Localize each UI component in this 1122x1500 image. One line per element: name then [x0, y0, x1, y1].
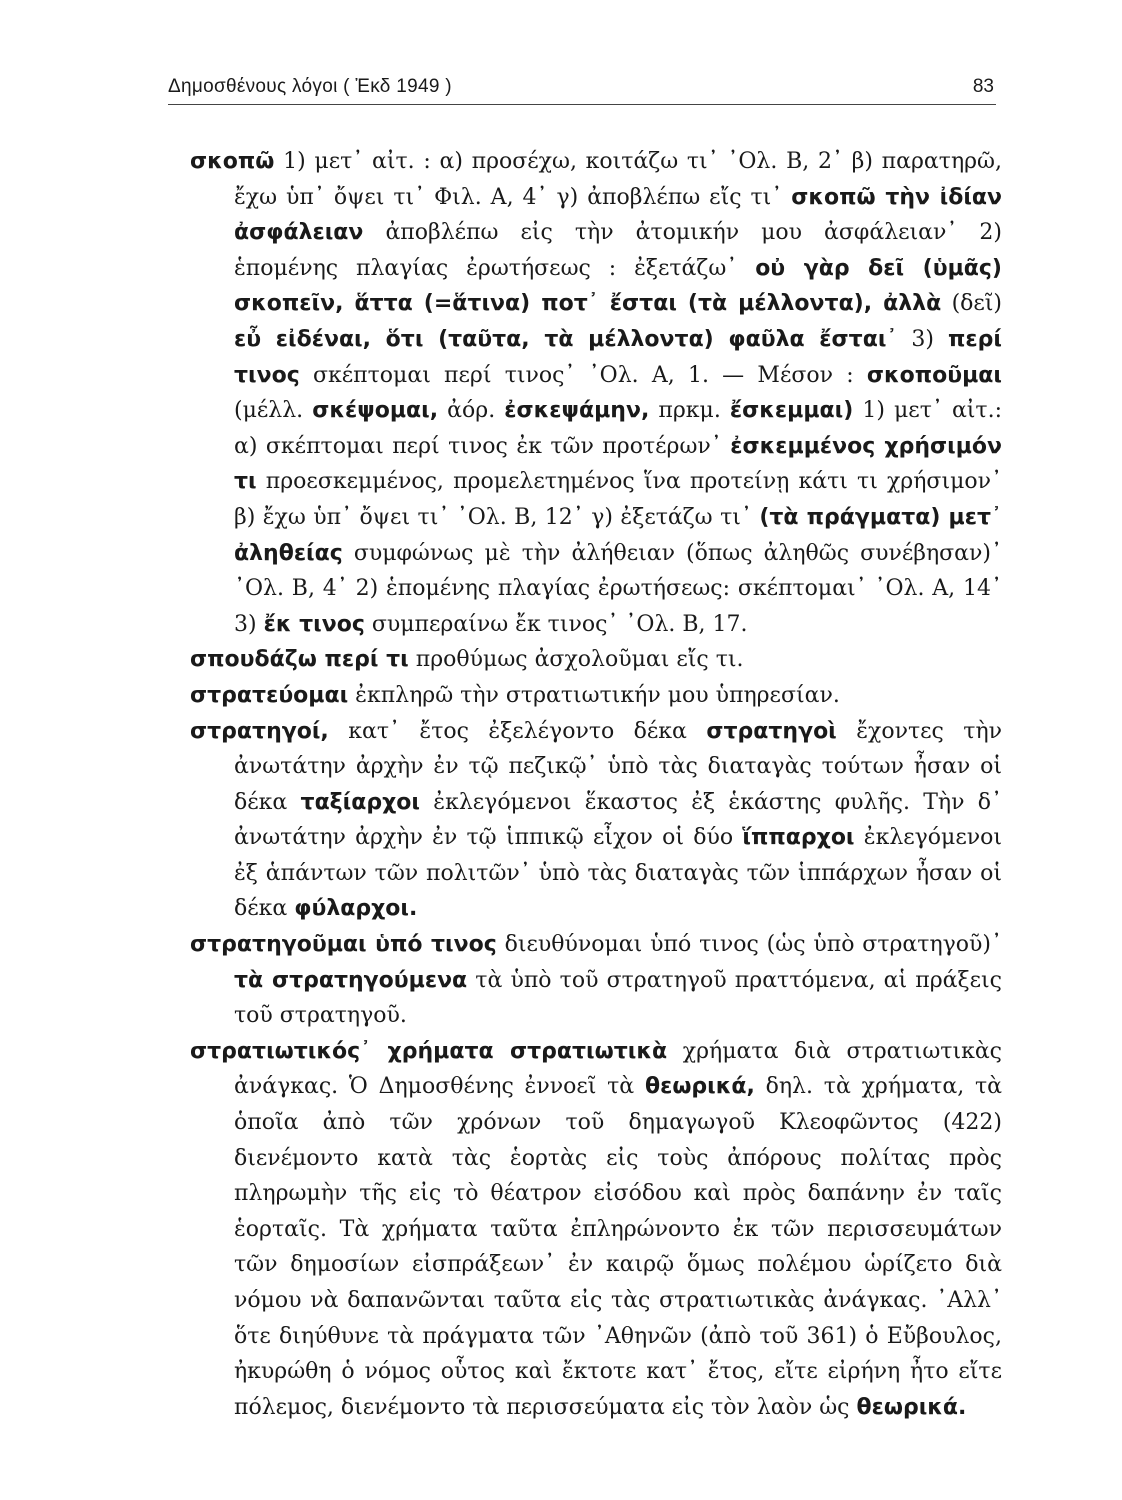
definition-text: διευθύνομαι ὑπό τινος (ὡς ὑπὸ στρατηγοῦ)᾽ — [496, 932, 1002, 958]
headword-text: στρατηγοὶ — [706, 718, 837, 744]
dictionary-text — [190, 144, 1002, 1425]
definition-text: κατ᾽ ἔτος ἐξελέγοντο δέκα — [328, 718, 707, 744]
headword-text: στρατηγοῦμαι ὑπό τινος — [190, 932, 497, 958]
headword-text: σπουδάζω περί τι — [190, 647, 409, 673]
definition-text: χρήματα διὰ στρατιωτικὰς ἀνάγκας. Ὁ Δημοσθένης ἐννοεῖ τὰ — [234, 1038, 1002, 1100]
definition-text: ἐκλεγόμενοι ἐξ ἁπάντων τῶν πολιτῶν᾽ ὑπὸ τὰς διαταγὰς τῶν ἱππάρχων ἦσαν οἱ δέκα — [234, 825, 1002, 922]
dictionary-entry — [190, 927, 1002, 1034]
headword-text: εὖ εἰδέναι, ὅτι (ταῦτα, τὰ μέλλοντα) φαῦλα ἔσται᾽ — [234, 326, 898, 352]
headword-text: στρατεύομαι — [190, 682, 349, 708]
headword-text: ἐσκεμμένος χρήσιμόν τι — [234, 433, 1003, 495]
running-header — [168, 74, 996, 105]
definition-text: 3) — [897, 326, 949, 352]
definition-text: ἐκπληρῶ τὴν στρατιωτικήν μου ὑπηρεσίαν. — [348, 682, 840, 708]
headword-text: ἵππαρχοι — [742, 825, 855, 851]
definition-text: συμπεραίνω ἔκ τινος᾽ ᾽Ολ. Β, 17. — [364, 611, 748, 637]
headword-text: σκοποῦμαι — [866, 362, 1002, 388]
page-number: 83 — [972, 76, 994, 97]
headword-text: ἔσκεμμαι) — [729, 398, 854, 424]
headword-text: σκέψομαι, — [312, 398, 439, 424]
dictionary-entry — [190, 678, 1002, 714]
definition-text: συμφώνως μὲ τὴν ἀλήθειαν (ὅπως ἀληθῶς συνέβησαν)᾽ ᾽Ολ. Β, 4᾽ 2) ἑπομένης πλαγίας ἐρωτήσεως: σκέπτομαι᾽ ᾽Ολ. Α, 14᾽ 3) — [234, 540, 1002, 637]
definition-text: προεσκεμμένος, προμελετημένος ἵνα προτείνῃ κάτι τι χρήσιμον᾽ β) ἔχω ὑπ᾽ ὄψει τι᾽ ᾽Ολ. Β, 12᾽ γ) ἐξετάζω τι᾽ — [234, 469, 1002, 530]
dictionary-entry — [190, 714, 1002, 928]
headword-text: σκοπῶ τὴν ἰδίαν ἀσφάλειαν — [234, 184, 1003, 246]
definition-text: ἔχοντες τὴν ἀνωτάτην ἀρχὴν ἐν τῷ πεζικῷ᾽ ὑπὸ τὰς διαταγὰς τούτων ἦσαν οἱ δέκα — [234, 718, 1002, 815]
definition-text: 1) μετ᾽ αἰτ. : α) προσέχω, κοιτάζω τι᾽ ᾽Ολ. Β, 2᾽ β) παρατηρῶ, ἔχω ὑπ᾽ ὄψει τι᾽ Φιλ. Α, 4᾽ γ) ἀποβλέπω εἴς τι᾽ — [234, 149, 1002, 210]
definition-text: σκέπτομαι περί τινος᾽ ᾽Ολ. Α, 1. — Μέσον : — [299, 362, 867, 388]
definition-text: (δεῖ) — [941, 291, 1002, 317]
definition-text: πρκμ. — [649, 398, 730, 424]
headword-text: (τὰ πράγματα) μετ᾽ ἀληθείας — [234, 504, 1003, 566]
headword-text: ἔκ τινος — [263, 611, 365, 637]
headword-text: φύλαρχοι. — [294, 896, 418, 922]
headword-text: στρατιωτικός᾽ χρήματα στρατιωτικὰ — [190, 1038, 668, 1064]
definition-text: δηλ. τὰ χρήματα, τὰ ὁποῖα ἀπὸ τῶν χρόνων τοῦ δημαγωγοῦ Κλεοφῶντος (422) διενέμοντο κατὰ τὰς ἑορτὰς εἰς τοὺς ἀπόρους πολίτας πρὸς πληρωμὴν τῆς εἰς τὸ θέατρον εἰσόδου καὶ πρὸς δαπάνην ἐν ταῖς ἑορταῖς. Τὰ χρήματα ταῦτα ἐπληρώνοντο ἐκ τῶν περισσευμάτων τῶν δημοσίων εἰσπράξεων᾽ ἐν καιρῷ ὅμως πολέμου ὡρίζετο διὰ νόμου νὰ δαπανῶνται ταῦτα εἰς τὰς στρατιωτικὰς ἀνάγκας. ᾽Αλλ᾽ ὅτε διηύθυνε τὰ πράγματα τῶν ᾽Αθηνῶν (ἀπὸ τοῦ 361) ὁ Εὔβουλος, ἠκυρώθη ὁ νόμος οὗτος καὶ ἔκτοτε κατ᾽ ἔτος, εἴτε εἰρήνη ἦτο εἴτε πόλεμος, διενέμοντο τὰ περισσεύματα εἰς τὸν λαὸν ὡς — [234, 1074, 1003, 1420]
headword-text: θεωρικά. — [856, 1394, 967, 1420]
definition-text: ἀποβλέπω εἰς τὴν ἀτομικήν μου ἀσφάλειαν᾽ 2) ἑπομένης πλαγίας ἐρωτήσεως : ἐξετάζω᾽ — [234, 220, 1002, 281]
headword-text: θεωρικά, — [644, 1074, 755, 1100]
headword-text: τὰ στρατηγούμενα — [234, 967, 468, 993]
definition-text: προθύμως ἀσχολοῦμαι εἴς τι. — [408, 647, 744, 673]
dictionary-entry — [190, 144, 1002, 642]
definition-text: τὰ ὑπὸ τοῦ στρατηγοῦ πραττόμενα, αἱ πράξεις τοῦ στρατηγοῦ. — [234, 967, 1002, 1029]
headword-text: ἐσκεψάμην, — [504, 398, 650, 424]
definition-text: ἐκλεγόμενοι ἕκαστος ἐξ ἑκάστης φυλῆς. Τὴν δ᾽ ἀνωτάτην ἀρχὴν ἐν τῷ ἱππικῷ εἶχον οἱ δύο — [234, 789, 1002, 851]
definition-text: 1) μετ᾽ αἰτ.: α) σκέπτομαι περί τινος ἐκ τῶν προτέρων᾽ — [234, 398, 1003, 459]
dictionary-entry — [190, 1034, 1002, 1426]
definition-text: ἀόρ. — [438, 398, 505, 424]
headword-text: περί τινος — [234, 326, 1002, 388]
headword-text: οὐ γὰρ δεῖ (ὑμᾶς) σκοπεῖν, ἅττα (=ἅτινα) ποτ᾽ ἔσται (τὰ μέλλοντα), ἀλλὰ — [234, 255, 1002, 317]
headword-text: σκοπῶ — [190, 149, 275, 174]
headword-text: στρατηγοί, — [190, 718, 329, 744]
dictionary-entry — [190, 642, 1002, 678]
definition-text: (μέλλ. — [234, 398, 313, 424]
headword-text: ταξίαρχοι — [300, 789, 420, 815]
running-title: Δημοσθένους λόγοι ( Ἐκδ 1949 ) — [168, 76, 452, 97]
